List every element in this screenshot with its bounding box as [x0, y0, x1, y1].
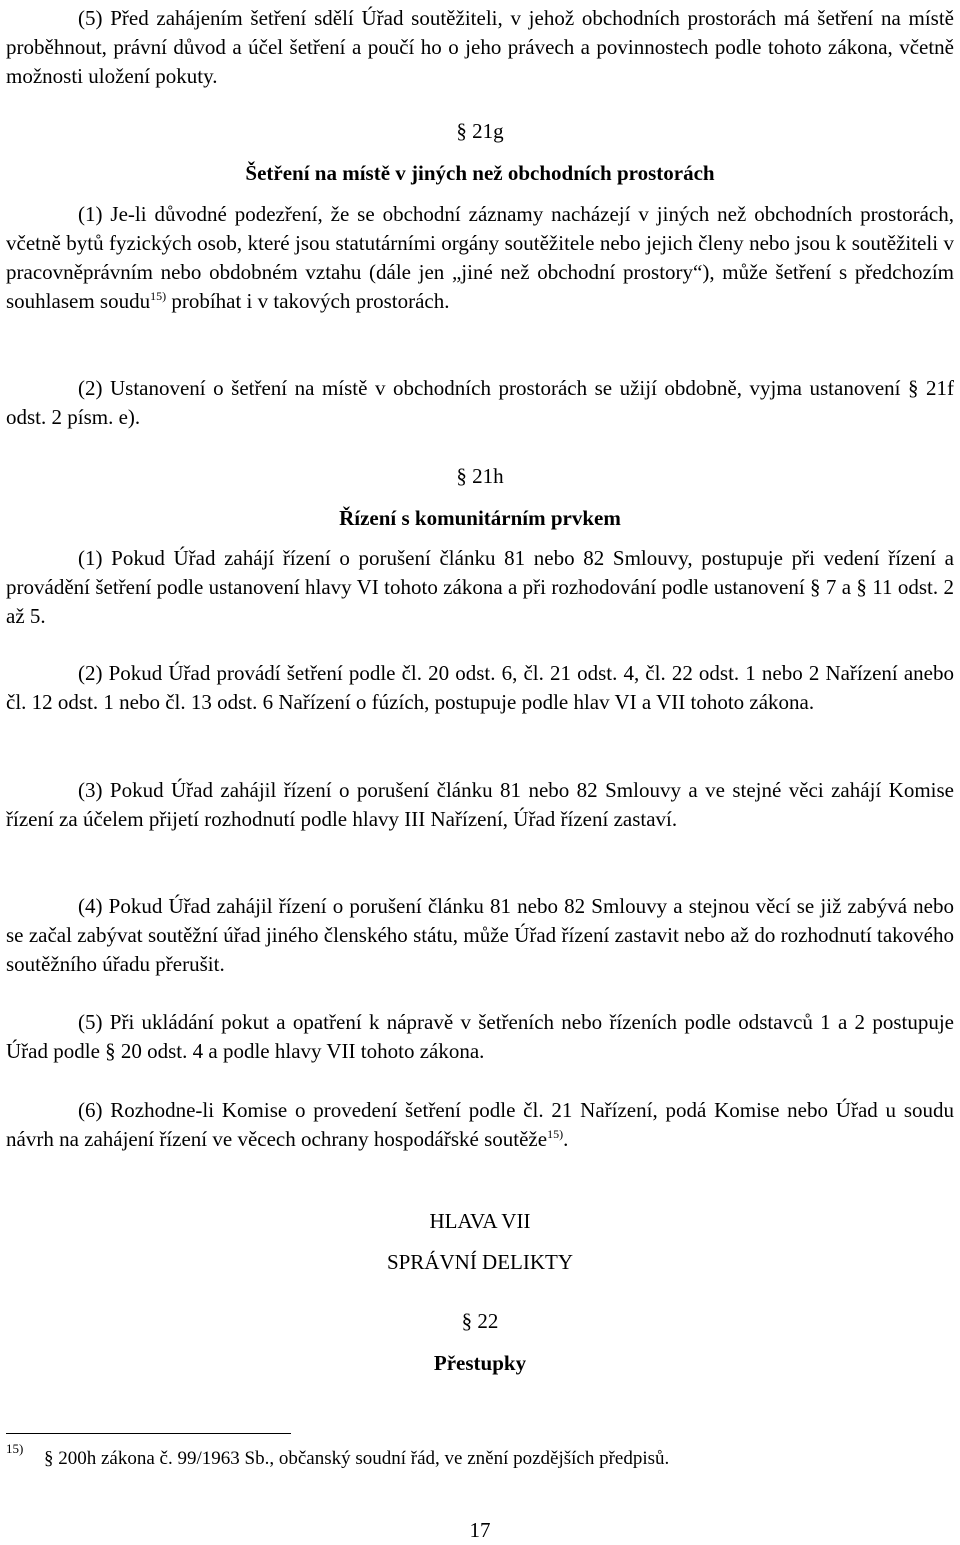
paragraph-intro-5: (5) Před zahájením šetření sdělí Úřad soutěžiteli, v jehož obchodních prostorách má šetření na místě proběhnout, právní důvod a účel šetření a poučí ho o jeho právech a povinnostech podle tohoto zákona, včetně možnosti uložení pokuty. [6, 6, 954, 88]
hlava-title: SPRÁVNÍ DELIKTY [386, 1250, 574, 1274]
paragraph-21h-2: (2) Pokud Úřad provádí šetření podle čl. 20 odst. 6, čl. 21 odst. 4, čl. 22 odst. 1 nebo 2 Nařízení anebo čl. 12 odst. 1 nebo čl. 13 odst. 6 Nařízení o fúzích, postupuje podle hlav VI a VII tohoto zákona. [6, 661, 954, 714]
paragraph-21g-1-text: (1) Je-li důvodné podezření, že se obchodní záznamy nacházejí v jiných než obchodních prostorách, včetně bytů fyzických osob, které jsou statutárními orgány soutěžitele nebo jejich členy nebo jsou k soutěžiteli v pracovněprávním nebo obdobném vztahu (dále jen „jiné než obchodní prostory“), může šetření s předchozím souhlasem soudu [6, 202, 954, 313]
paragraph-21h-5: (5) Při ukládání pokut a opatření k nápravě v šetřeních nebo řízeních podle odstavců 1 a 2 postupuje Úřad podle § 20 odst. 4 a podle hlavy VII tohoto zákona. [6, 1010, 954, 1063]
paragraph-21g-1 [6, 200, 954, 316]
hlava-label: HLAVA VII [429, 1209, 531, 1233]
section-21g-number: § 21g [456, 119, 504, 143]
paragraph-21g-2: (2) Ustanovení o šetření na místě v obchodních prostorách se užijí obdobně, vyjma ustanovení § 21f odst. 2 písm. e). [6, 376, 954, 429]
paragraph-21h-3: (3) Pokud Úřad zahájil řízení o porušení článku 81 nebo 82 Smlouvy a ve stejné věci zahájí Komise řízení za účelem přijetí rozhodnutí podle hlavy III Nařízení, Úřad řízení zastaví. [6, 778, 954, 831]
section-21h-title: Řízení s komunitárním prvkem [339, 506, 621, 530]
section-21g-title: Šetření na místě v jiných než obchodních prostorách [245, 161, 715, 185]
page-number: 17 [469, 1518, 491, 1542]
footnote-number: 15) [6, 1441, 24, 1456]
paragraph-21h-4: (4) Pokud Úřad zahájil řízení o porušení článku 81 nebo 82 Smlouvy a stejnou věcí se již zabývá nebo se začal zabývat soutěžní úřad jiného členského státu, může Úřad řízení zastavit nebo až do rozhodnutí takového soutěžního úřadu přerušit. [6, 894, 954, 976]
section-22-number: § 22 [461, 1309, 499, 1333]
footnote-text: § 200h zákona č. 99/1963 Sb., občanský soudní řád, ve znění pozdějších předpisů. [44, 1448, 670, 1469]
section-21h-number: § 21h [456, 464, 504, 488]
paragraph-21g-1-tail: probíhat i v takových prostorách. [166, 289, 450, 313]
footnote-divider [6, 1433, 291, 1434]
paragraph-21h-6-text: (6) Rozhodne-li Komise o provedení šetření podle čl. 21 Nařízení, podá Komise nebo Úřad u soudu návrh na zahájení řízení ve věcech ochrany hospodářské soutěže [6, 1098, 954, 1151]
footnote-ref: 15) [547, 1127, 564, 1141]
paragraph-21h-6 [6, 1096, 954, 1154]
footnote-ref: 15) [150, 289, 167, 303]
section-22-title: Přestupky [433, 1351, 527, 1375]
paragraph-21h-1: (1) Pokud Úřad zahájí řízení o porušení článku 81 nebo 82 Smlouvy, postupuje při vedení řízení a provádění šetření podle ustanovení hlavy VI tohoto zákona a při rozhodování podle ustanovení § 7 a § 11 odst. 2 až 5. [6, 546, 954, 628]
paragraph-21h-6-tail: . [563, 1127, 569, 1151]
